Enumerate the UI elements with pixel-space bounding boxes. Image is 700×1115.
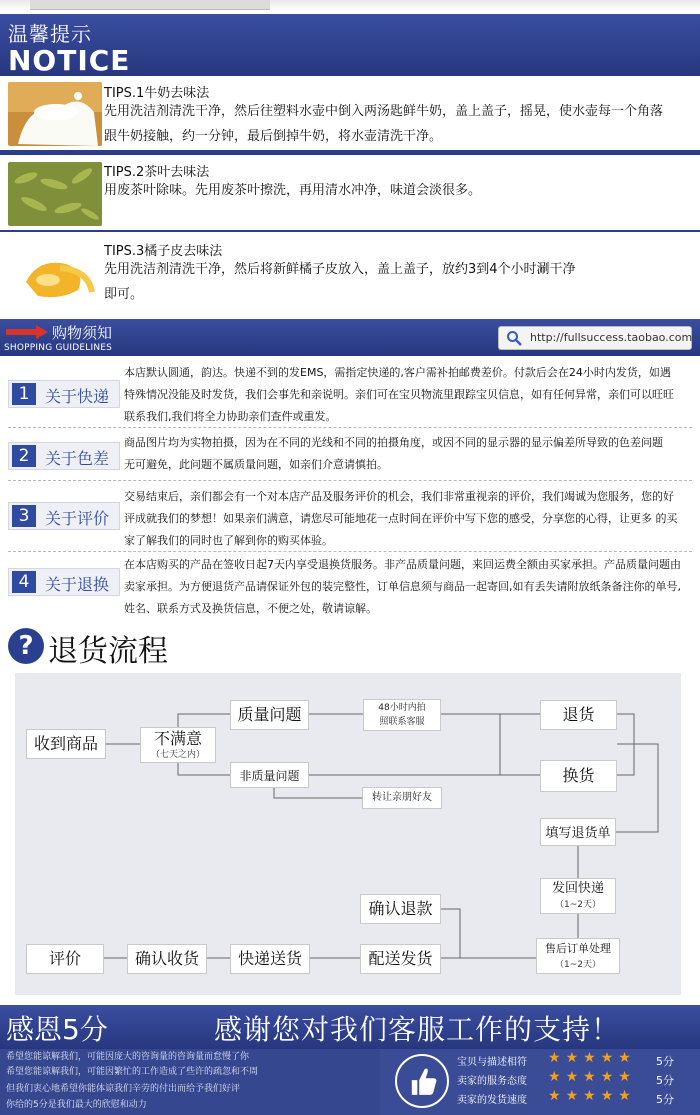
tip-3-line: 即可。 — [104, 287, 144, 302]
guideline-text — [124, 486, 696, 552]
flow-note-48h — [363, 699, 441, 731]
flow-unsatisfied — [140, 727, 216, 763]
thanks-left-title: 感恩5分 — [6, 1013, 108, 1046]
guideline-line: 本店默认圆通，韵达。快递不到的发EMS，需指定快递的,客户需补拍邮费差价。付款后会在24小时内发货，如遇 — [124, 366, 671, 379]
flow-non-quality-issue — [230, 762, 309, 788]
guideline-text — [124, 432, 696, 476]
star-icon: ★ — [583, 1088, 596, 1104]
guideline-line: 交易结束后，亲们都会有一个对本店产品及服务评价的机会，我们非常重视亲的评价，我们竭诚为您服务，您的好 — [124, 490, 674, 503]
guideline-label — [8, 380, 120, 408]
rating-score: 5分 — [656, 1093, 674, 1106]
star-icon: ★ — [600, 1050, 614, 1066]
flow-exchange — [540, 760, 617, 792]
star-icon: ★ — [600, 1069, 614, 1085]
top-strip — [0, 0, 700, 10]
flow-confirm-refund — [360, 894, 441, 924]
star-icon: ★ — [600, 1088, 614, 1104]
flow-note-transfer — [362, 787, 442, 809]
flow-note-48h-line: 48小时内拍 — [378, 703, 426, 713]
rating-label: 卖家的服务态度 — [457, 1076, 527, 1087]
tea-leaves-image — [8, 162, 102, 226]
flow-confirm-receipt — [127, 944, 207, 974]
guideline-label — [8, 442, 120, 470]
thanks-message-line: 希望您能谅解我们，可能因繁忙的工作造成了些许的疏忽和不周 — [6, 1067, 259, 1077]
guideline-return — [8, 556, 692, 616]
flow-deliver-label: 配送发货 — [368, 949, 433, 968]
guideline-title: 关于快递 — [45, 387, 110, 406]
flow-after-sale — [536, 938, 620, 974]
rating-stars — [548, 1050, 636, 1066]
flow-review — [26, 944, 104, 974]
flow-send-back-sub: （1~2天） — [555, 900, 601, 910]
flow-express — [230, 944, 310, 974]
top-tab — [30, 0, 270, 10]
tip-2-line: 用废茶叶除味。先用废茶叶擦洗，再用清水冲净，味道会淡很多。 — [104, 183, 482, 198]
tip-2-body — [104, 178, 689, 203]
guideline-number: 2 — [12, 445, 36, 467]
tip-separator — [0, 150, 700, 155]
star-icon: ★ — [548, 1088, 561, 1104]
guideline-express — [8, 368, 692, 424]
star-icon: ★ — [565, 1088, 579, 1104]
question-circle-icon: ? — [8, 628, 44, 664]
flow-non-quality-issue-label: 非质量问题 — [239, 769, 300, 783]
guideline-title: 关于色差 — [45, 449, 110, 468]
thanks-message-line: 你给的5分是我们最大的欣慰和动力 — [6, 1100, 147, 1110]
dashed-divider — [8, 427, 692, 428]
flow-review-label: 评价 — [48, 949, 81, 968]
guidelines-title-en: SHOPPING GUIDELINES — [4, 343, 113, 353]
flow-exchange-label: 换货 — [562, 766, 595, 785]
flow-quality-issue-label: 质量问题 — [237, 705, 302, 724]
guideline-text — [124, 362, 696, 428]
rating-stars — [548, 1088, 636, 1104]
notice-title-cn: 温馨提示 — [8, 22, 92, 46]
rating-score: 5分 — [656, 1055, 674, 1068]
thumbs-up-icon — [395, 1054, 449, 1108]
thanks-right-title: 感谢您对我们客服工作的支持！ — [214, 1013, 621, 1046]
guideline-review — [8, 486, 692, 546]
star-icon: ★ — [565, 1050, 579, 1066]
flow-after-sale-label: 售后订单处理 — [545, 942, 611, 955]
guideline-label — [8, 568, 120, 596]
guideline-line: 姓名、联系方式及换货信息，不便之处，敬请谅解。 — [124, 602, 377, 615]
guideline-number: 3 — [12, 505, 36, 527]
flow-received — [26, 729, 106, 759]
shop-url-link[interactable]: http://fullsuccess.taobao.com — [530, 331, 693, 344]
dashed-divider — [8, 551, 692, 552]
tip-1-line: 跟牛奶接触，约一分钟，最后倒掉牛奶，将水壶清洗干净。 — [104, 129, 443, 144]
flow-unsatisfied-sub: （七天之内） — [150, 750, 205, 760]
guideline-line: 商品图片均为实物拍摄，因为在不同的光线和不同的拍摄角度，或因不同的显示器的显示偏差所导致的色差问题 — [124, 436, 663, 449]
thanks-message-line: 希望您能谅解我们，可能因庞大的咨询量的咨询量而怠慢了你 — [6, 1052, 250, 1062]
guideline-label — [8, 502, 120, 530]
guideline-line: 联系我们,我们将全力协助亲们查件或重发。 — [124, 410, 337, 423]
flow-return — [540, 700, 617, 730]
red-arrow-icon — [6, 325, 48, 339]
star-icon: ★ — [548, 1069, 561, 1085]
star-icon: ★ — [548, 1050, 561, 1066]
flow-confirm-receipt-label: 确认收货 — [134, 949, 199, 968]
flow-confirm-refund-label: 确认退款 — [368, 899, 433, 918]
flow-return-label: 退货 — [562, 705, 595, 724]
guideline-line: 在本店购买的产品在签收日起7天内享受退换货服务。非产品质量问题，来回运费全额由买家承担。产品质量问题由 — [124, 558, 681, 571]
guideline-number: 1 — [12, 383, 36, 405]
flow-quality-issue — [230, 700, 309, 730]
guideline-line: 卖家承担。为方便退货产品请保证外包的装完整性，订单信息须与商品一起寄回,如有丢失请附放纸条备注你的单号, — [124, 580, 681, 593]
flow-received-label: 收到商品 — [33, 734, 98, 753]
star-icon: ★ — [583, 1050, 596, 1066]
guideline-text — [124, 554, 696, 620]
notice-title-en: NOTICE — [8, 44, 131, 77]
star-icon: ★ — [583, 1069, 596, 1085]
guideline-title: 关于评价 — [45, 509, 110, 528]
flow-send-back-label: 发回快递 — [551, 881, 604, 896]
rating-label: 卖家的发货速度 — [457, 1095, 527, 1106]
return-flow-title: 退货流程 — [48, 634, 168, 669]
dashed-divider — [8, 480, 692, 481]
star-icon: ★ — [618, 1050, 631, 1066]
flow-note-48h-line: 照联系客服 — [379, 717, 425, 727]
flow-after-sale-sub: （1~2天） — [555, 960, 601, 970]
milk-splash-image — [8, 82, 102, 146]
orange-peel-image — [8, 242, 102, 306]
tip-3-line: 先用洗洁剂清洗干净，然后将新鲜橘子皮放入，盖上盖子，放约3到4个小时涮干净 — [104, 262, 576, 277]
guideline-color-difference — [8, 432, 692, 478]
tip-1-line: 先用洗洁剂清洗干净，然后往塑料水壶中倒入两汤匙鲜牛奶，盖上盖子，摇晃，使水壶每一个角落 — [104, 104, 664, 119]
rating-stars — [548, 1069, 636, 1085]
star-icon: ★ — [565, 1069, 579, 1085]
flow-fill-form — [540, 818, 616, 846]
flow-unsatisfied-label: 不满意 — [153, 729, 202, 748]
flow-fill-form-label: 填写退货单 — [545, 826, 611, 841]
tip-1-title: TIPS.1牛奶去味法 — [104, 86, 210, 101]
tip-3-body — [104, 257, 689, 307]
thanks-message-line: 但我们衷心地希望你能体谅我们辛劳的付出而给予我们好评 — [6, 1084, 241, 1094]
guideline-number: 4 — [12, 571, 36, 593]
guideline-line: 特殊情况没能及时发货，我们会事先和亲说明。亲们可在宝贝物流里跟踪宝贝信息，如有任何异常，亲们可以旺旺 — [124, 388, 674, 401]
search-icon — [506, 330, 522, 346]
guidelines-title-cn: 购物须知 — [52, 324, 113, 342]
tip-2-title: TIPS.2茶叶去味法 — [104, 165, 210, 180]
guideline-line: 评成就我们的梦想！如果亲们满意，请您尽可能地花一点时间在评价中写下您的感受，分享您的心得，让更多 的买 — [124, 512, 678, 525]
guideline-line: 无可避免，此问题不属质量问题，如亲们介意请慎拍。 — [124, 458, 388, 471]
rating-label: 宝贝与描述相符 — [457, 1057, 527, 1068]
flow-send-back — [540, 878, 616, 914]
rating-score: 5分 — [656, 1074, 674, 1087]
tip-separator — [0, 230, 700, 232]
star-icon: ★ — [618, 1088, 631, 1104]
guideline-line: 家了解我们的同时也了解到你的购买体验。 — [124, 534, 333, 547]
flow-deliver — [360, 944, 441, 974]
flow-note-transfer-label: 转让亲朋好友 — [372, 792, 432, 803]
star-icon: ★ — [618, 1069, 631, 1085]
tip-3-title: TIPS.3橘子皮去味法 — [104, 244, 223, 259]
tip-1-body — [104, 99, 689, 149]
guideline-title: 关于退换 — [45, 575, 110, 594]
flow-express-label: 快递送货 — [237, 949, 302, 968]
